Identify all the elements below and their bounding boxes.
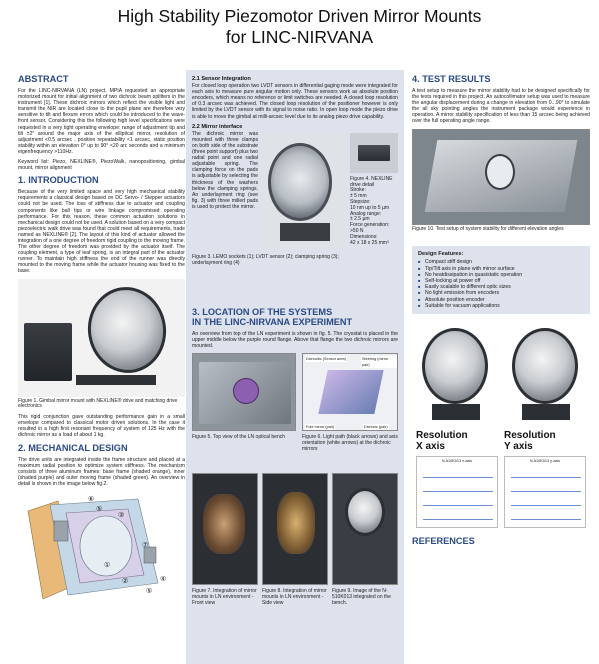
mechanical-text: The drive units are integrated inside the frame structure and placed at a maximum radial position to optimize system stiffness. The mechanism consists of three aluminum frames: base frame (shaded orange), inner (shaded purple) and outer moving frame (shaded green). An overview in detail is shown in the image below fig.2.: [18, 456, 185, 487]
figure-7-caption: Figure 7. Integration of mirror mounts in LN environment - Front view: [192, 588, 257, 606]
figure-10-caption: Figure 10. Test setup of system stability for different elevation angles: [412, 225, 564, 232]
figure-8-caption: Figure 8. Integration of mirror mounts in LN environment - Side view: [262, 588, 327, 606]
middle-column: [186, 70, 404, 664]
figure-5-photo: [192, 353, 296, 431]
figure-9-caption: Figure 9. Image of the N-510K013 integrated on the bench.: [332, 588, 391, 606]
mount-left-base: [432, 404, 480, 420]
plot-y-line: [511, 477, 581, 478]
figure-10-photo: [412, 129, 590, 225]
mount-base: [280, 223, 330, 241]
feature-item: ■ Easily scalable to different optic sizes: [418, 284, 584, 290]
front-mirror-glow: [203, 494, 245, 554]
stroke-label: Stroke:: [350, 187, 366, 194]
figures-5-6-row: [192, 353, 398, 473]
figure-8-photo: [262, 473, 328, 585]
results-heading: 4. TEST RESULTS: [412, 74, 491, 84]
nexline-drive-icon: [358, 145, 390, 161]
design-features-box: [412, 246, 590, 314]
figure-3-photo: [260, 133, 346, 249]
feature-item: ■ No light emission from encoders: [418, 290, 584, 296]
tag-fold-mirror: Fold mirror (pair): [306, 425, 335, 430]
feature-item: ■ Tip/Tilt axis in plane with mirror surface: [418, 266, 584, 272]
mirror-mount-left-icon: [422, 328, 488, 404]
callout-5: ⑤: [96, 505, 103, 513]
abstract-heading: ABSTRACT: [18, 74, 69, 84]
analog-label: Analog range:: [350, 210, 382, 217]
callout-4: ④: [160, 575, 167, 583]
test-rig-mirror: [485, 154, 515, 190]
figure-5-caption: Figure 5. Top view of the LN optical bench: [192, 434, 286, 441]
figure-4-caption: Figure 4. NEXLINE drive detail: [350, 175, 393, 188]
stepsize-label: Stepsize:: [350, 198, 371, 205]
plot-x-line: [423, 477, 493, 478]
callout-7: ⑦: [142, 541, 149, 549]
mechanical-heading: 2. MECHANICAL DESIGN: [18, 442, 128, 453]
poster-title: [0, 6, 599, 48]
mirror-interface-heading: 2.2 Mirror interface: [192, 123, 243, 130]
introduction-text-2: This rigid conjunction gave outstanding performance gain in a small envelope compared to classical motor driven solutions. In the case it resulted in a high first resonant frequency of system of 125 Hz with the dichroic mirror as a load of about 1 kg.: [18, 414, 185, 439]
feature-item: ■ Compact stiff design: [418, 259, 584, 265]
resolution-y-line-1: Resolution: [504, 430, 556, 442]
title-line-1: High Stability Piezomotor Driven Mirror Mounts: [117, 6, 482, 26]
mirror-interface-block: [192, 131, 398, 299]
plot-x-line: [423, 491, 493, 492]
figure-4-photo: [350, 133, 398, 173]
stroke-value: ± 5 mm: [350, 193, 367, 200]
plot-x-title: N-510K013 x-axis: [441, 459, 473, 464]
results-text: A test setup to measure the mirror stability had to be designed specifically for the tests required in this project. An autocollimator setup was used to measure the angular displacement during a change in elevation from 0...90° to simulate the all sky pointing angles the instrument package would experience in operation. A mirror stability specification of less than 15 arcsec being achieved over the full operating angle range.: [412, 88, 590, 125]
plot-x-line: [423, 519, 493, 520]
mirror-interface-text: The dichroic mirror was mounted with three clamps on both side of the substrate (three point support) plus two radial point and one radial adjustable spring. The clamping force on the pads is adjustable by selecting the thickness of the washers below the clamping springs. An underlayment ring (see fig. 3) with three milled pads is used to protect the mirror.: [192, 130, 258, 210]
drive-electronics-box: [24, 323, 72, 381]
callout-1: ①: [104, 561, 111, 569]
figure-3-caption: Figure 3. LEMO sockets (1); LVDT sensor (2); clamping spring (3); underlayment ring (4): [192, 253, 339, 266]
callout-3: ③: [118, 511, 125, 519]
force-label: Force generation:: [350, 222, 390, 229]
tag-dichroitic-sensor: Dichroitic (Sensor area): [306, 357, 346, 362]
dimensions-value: 42 x 18 x 25 mm³: [350, 239, 389, 246]
resolution-x-line-1: Resolution: [416, 430, 468, 442]
product-photos-row: [412, 320, 590, 430]
stepsize-value: 10 nm up to 5 µm: [350, 204, 390, 211]
product-photo-left: [416, 324, 496, 424]
mirror-icon: [82, 282, 171, 378]
tag-dichroic-pair: Dichroic (pair): [364, 425, 388, 430]
resolution-y-plot: [504, 456, 586, 528]
plot-x-line: [423, 505, 493, 506]
location-text: An overview from top of the LN experiment is shown in fig. 5. The cryostat is placed in the upper middle below the purple round flange. Above that flange the two dichroic mirrors are mounted.: [192, 330, 398, 349]
figure-1-photo: [18, 279, 185, 397]
title-line-2: for LINC-NIRVANA: [225, 27, 374, 47]
location-heading-line-2: IN THE LINC-NIRVANA EXPERIMENT: [192, 316, 353, 327]
analog-value: ± 2.5 µm: [350, 216, 370, 223]
feature-item: ■ Self-locking at power off: [418, 278, 584, 284]
plot-y-line: [511, 505, 581, 506]
dimensions-label: Dimensions:: [350, 233, 378, 240]
resolution-x-plot: [416, 456, 498, 528]
light-path-3d: [318, 370, 383, 414]
mount-right-base: [522, 404, 570, 420]
integrated-mount-icon: [345, 488, 385, 536]
mirror-ring-icon: [268, 143, 332, 221]
callout-5b: ⑤: [146, 587, 153, 595]
resolution-x-label: [416, 430, 468, 452]
keywords: Keyword list: Piezo, NEXLINE®, PiezoWalk, nanopositioning, gimbal mount, mirror alignment: [18, 159, 185, 172]
purple-flange-icon: [233, 378, 259, 404]
resolution-y-line-2: Y axis: [504, 441, 533, 453]
figures-7-9-row: [192, 473, 398, 623]
sensor-heading: 2.1 Sensor Integration: [192, 76, 251, 82]
abstract-text: For the LINC-NIRVANA (LN) project, MPIA requested an appropriate motorized mount for initial alignment of two dichroic beam splitters in the instrument [1]. These dichroic mirrors which reflect the visible light and transmit the NIR are located close to the pupil plane are therefore very sensitive to tilt and flexure errors which could be introduced to the wave-front sensor. Considering this the following high level specifications were requested in a very tight operating envelope: range of adjustment tip and tilt ±2° around the major axis of the elliptical mirror, resolution of adjustment <0.5 arcsec , position repeatability <1 arcsec, static position stability within an elevation 0° up to 90° <20 arc seconds and a minimum eigenfrequency >110Hz.: [18, 88, 185, 155]
figure-6-diagram: [302, 353, 398, 431]
location-heading-line-1: 3. LOCATION OF THE SYSTEMS: [192, 306, 333, 317]
right-column: [412, 70, 590, 550]
side-mirror-glow: [277, 492, 315, 554]
introduction-heading: 1. INTRODUCTION: [18, 175, 99, 186]
figure-1-caption: Figure 1. Gimbal mirror mount with NEXLINE® drive and matching drive electronics: [18, 397, 178, 410]
gimbal-base: [76, 375, 156, 385]
introduction-text: Because of the very limited space and very high mechanical stability requirements a classical design based on DC Servo- / Stepper actuators could not be used. The loss of stiffness due to actuator and coupling components like ball tips or wire linkage compromised operating performance. For this reason, these common actuation solutions in mechanical design could not be used. A solution based on a very compact piezoelectric walk drive was found that could meet all requirements, trade named as NEXLINE® [2]. The layout of this kind of actuator allowed the integration of a one degree of freedom rigid coupling to the moving frame. The other degree of freedom was provided by the actuator itself. The coupling element, a type of leaf spring, is an integral part of the actuator runner. To maintain high stiffness the end of the runner was directly mounted to the moving frame while the actuator housing was fixed to the base.: [18, 189, 185, 275]
sensor-text: For closed loop operation two LVDT sensors in differential gaging mode were integrated for each axis to measure pure angular motion only. These sensors work as absolute position encoders, which means no reference or limit switches are needed. A closed loop resolution of 0.3 arcsec was achieved. The closed loop resolution of the positioner however is only limited by the LVDT sensor with its signal to noise ratio. In open loop mode the piezo drive is able to move the gimbal at milli-arcsec level due to its analog piezo drive capability.: [192, 83, 398, 120]
left-column: [18, 70, 185, 603]
resolution-block: [412, 430, 590, 530]
design-features-list: [418, 259, 584, 309]
resolution-y-label: [504, 430, 556, 452]
plot-y-line: [511, 491, 581, 492]
resolution-x-line-2: X axis: [416, 441, 445, 453]
design-features-title: Design Features:: [418, 251, 464, 258]
figure-2-drawing: [18, 491, 185, 603]
mirror-mount-right-icon: [512, 328, 578, 404]
tag-steering: Steering (mirror pair): [361, 356, 397, 368]
plot-y-line: [511, 519, 581, 520]
callout-6: ⑥: [88, 495, 95, 503]
figure-7-photo: [192, 473, 258, 585]
feature-item: ■ Suitable for vacuum applications: [418, 303, 584, 309]
product-photo-right: [504, 324, 584, 424]
figure-9-photo: [332, 473, 398, 585]
location-heading: [192, 307, 398, 327]
references-heading: REFERENCES: [412, 536, 475, 547]
callout-2: ②: [122, 577, 129, 585]
force-value: >50 N: [350, 227, 364, 234]
figure-4-specs: [350, 177, 400, 247]
figure-6-caption: Figure 6. Light path (black arrows) and axis orientation (white arrows) at the dichroic mirrors: [302, 434, 398, 452]
plot-y-title: N-510K013 y-axis: [529, 459, 561, 464]
feature-item: ■ No heatdissipation in quasistatic operation: [418, 272, 584, 278]
feature-item: ■ Absolute position encoder: [418, 297, 584, 303]
